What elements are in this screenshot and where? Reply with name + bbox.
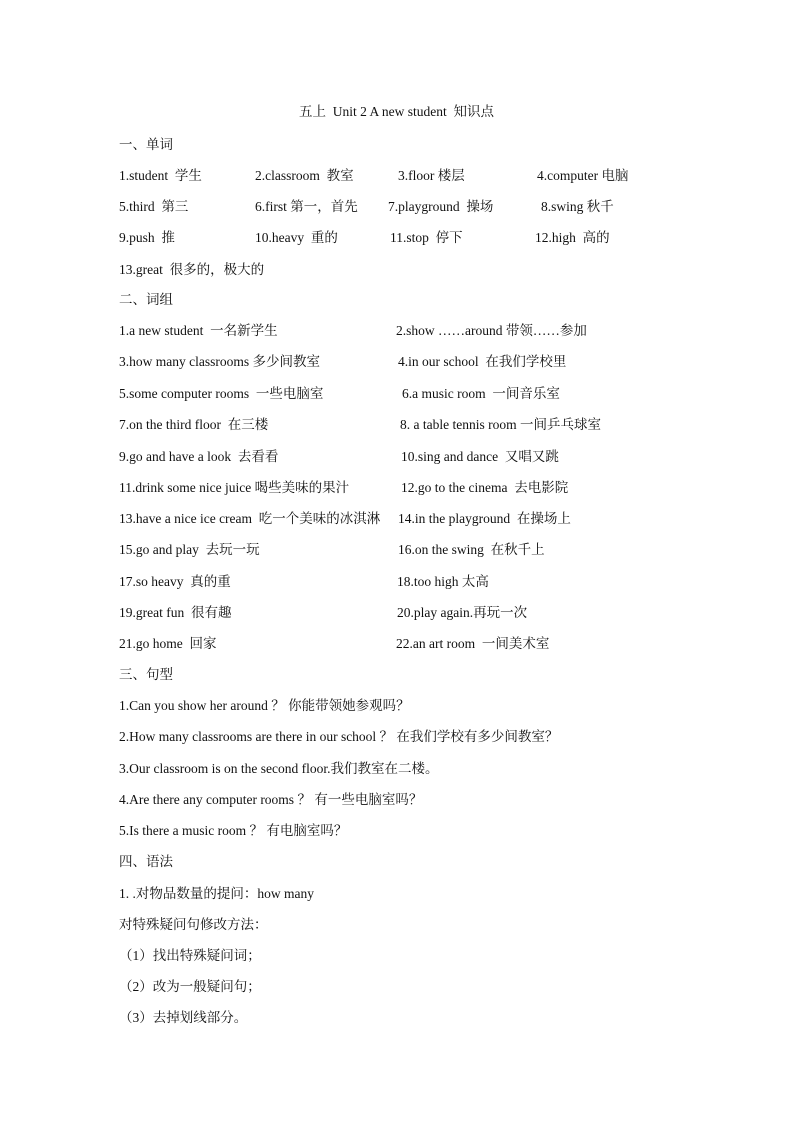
phrase-item: 6.a music room 一间音乐室 [402,386,560,401]
phrase-row [119,353,567,371]
phrase-item: 5.some computer rooms 一些电脑室 [119,386,324,401]
phrase-item: 7.on the third floor 在三楼 [119,417,269,432]
phrase-item: 3.how many classrooms 多少间教室 [119,354,320,369]
phrase-item: 9.go and have a look 去看看 [119,449,279,464]
sentence-item: 5.Is there a music room ？ 有电脑室吗？ [119,823,348,838]
vocab-item: 8.swing 秋千 [541,199,614,214]
phrase-item: 4.in our school 在我们学校里 [398,354,567,369]
phrase-item: 2.show ……around 带领……参加 [396,323,587,338]
vocab-item: 10.heavy 重的 [255,230,338,245]
vocab-row [119,198,614,216]
phrase-item: 19.great fun 很有趣 [119,605,232,620]
phrase-item: 15.go and play 去玩一玩 [119,542,260,557]
phrase-row [119,448,559,466]
vocab-item: 3.floor 楼层 [398,168,465,183]
vocab-row [119,167,629,185]
phrase-item: 21.go home 回家 [119,636,217,651]
phrase-item: 10.sing and dance 又唱又跳 [401,449,559,464]
grammar-item: 1. .对物品数量的提问：how many [119,886,314,901]
phrase-row [119,479,569,497]
phrase-row [119,604,528,622]
phrase-row [119,573,489,591]
phrase-row [119,510,571,528]
vocab-item: 9.push 推 [119,230,175,245]
section-heading-phrases: 二、词组 [119,292,173,307]
grammar-item: （1）找出特殊疑问词； [119,948,261,963]
sentence-item: 3.Our classroom is on the second floor.我们教室在二楼。 [119,761,439,776]
phrase-row [119,635,550,653]
phrase-item: 1.a new student 一名新学生 [119,323,278,338]
vocab-item: 2.classroom 教室 [255,168,354,183]
vocab-item: 11.stop 停下 [390,230,463,245]
phrase-item: 20.play again.再玩一次 [397,605,528,620]
grammar-item: 对特殊疑问句修改方法： [119,917,268,932]
vocab-item: 4.computer 电脑 [537,168,629,183]
vocab-item: 13.great 很多的，极大的 [119,262,265,277]
phrase-item: 14.in the playground 在操场上 [398,511,571,526]
phrase-item: 12.go to the cinema 去电影院 [401,480,569,495]
grammar-item: （2）改为一般疑问句； [119,979,261,994]
vocab-item: 6.first 第一，首先 [255,199,358,214]
phrase-row [119,541,545,559]
phrase-item: 13.have a nice ice cream 吃一个美味的冰淇淋 [119,511,381,526]
phrase-row [119,322,587,340]
section-heading-vocab: 一、单词 [119,137,173,152]
sentence-item: 2.How many classrooms are there in our school ？ 在我们学校有多少间教室？ [119,729,559,744]
vocab-item: 12.high 高的 [535,230,610,245]
phrase-item: 17.so heavy 真的重 [119,574,231,589]
vocab-item: 7.playground 操场 [388,199,494,214]
phrase-row [119,416,601,434]
phrase-item: 16.on the swing 在秋千上 [398,542,545,557]
section-heading-grammar: 四、语法 [119,854,173,869]
page-title: 五上 Unit 2 A new student 知识点 [299,104,494,119]
vocab-item: 1.student 学生 [119,168,202,183]
phrase-item: 8. a table tennis room 一间乒乓球室 [400,417,601,432]
phrase-row [119,385,560,403]
phrase-item: 18.too high 太高 [397,574,489,589]
sentence-item: 4.Are there any computer rooms ？ 有一些电脑室吗？ [119,792,423,807]
grammar-item: （3）去掉划线部分。 [119,1010,248,1025]
phrase-item: 22.an art room 一间美术室 [396,636,550,651]
sentence-item: 1.Can you show her around ？ 你能带领她参观吗？ [119,698,410,713]
vocab-row [119,261,265,279]
section-heading-sentences: 三、句型 [119,667,173,682]
phrase-item: 11.drink some nice juice 喝些美味的果汁 [119,480,350,495]
vocab-row [119,229,610,247]
vocab-item: 5.third 第三 [119,199,189,214]
